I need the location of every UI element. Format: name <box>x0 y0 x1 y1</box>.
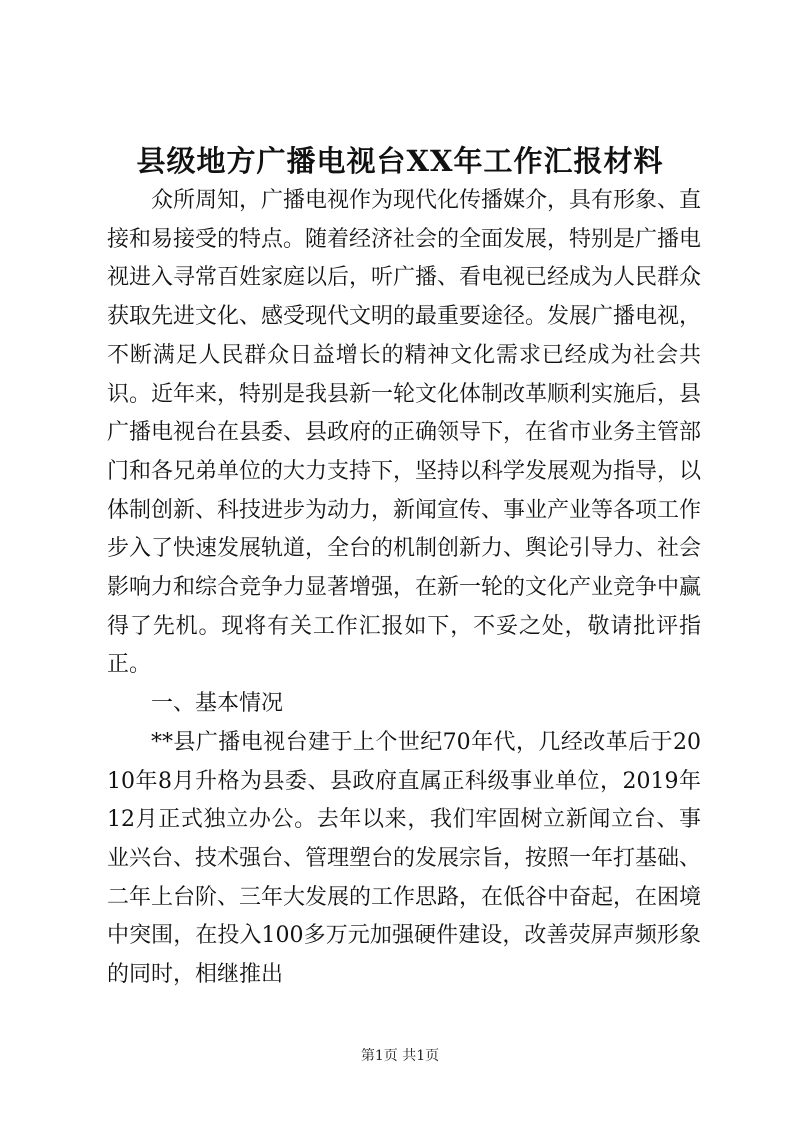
section-heading-basic-situation: 一、基本情况 <box>151 691 284 717</box>
basic-situation-paragraph: **县广播电视台建于上个世纪70年代，几经改革后于2010年8月升格为县委、县政府直属正科级事业单位，2019年12月正式独立办公。去年以来，我们牢固树立新闻立台、事业兴台、技术强台、管理塑台的发展宗旨，按照一年打基础、二年上台阶、三年大发展的工作思路，在低谷中奋起，在困境中突围，在投入100多万元加强硬件建设，改善荧屏声频形象的同时，相继推出 <box>107 729 702 988</box>
document-title: 县级地方广播电视台XX年工作汇报材料 <box>136 144 664 178</box>
document-body <box>107 182 701 995</box>
page-footer: 第1页 共1页 <box>360 1048 440 1064</box>
intro-paragraph: 众所周知，广播电视作为现代化传播媒介，具有形象、直接和易接受的特点。随着经济社会的全面发展，特别是广播电视进入寻常百姓家庭以后，听广播、看电视已经成为人民群众获取先进文化、感受现代文明的最重要途径。发展广播电视，不断满足人民群众日益增长的精神文化需求已经成为社会共识。近年来，特别是我县新一轮文化体制改革顺利实施后，县广播电视台在县委、县政府的正确领导下，在省市业务主管部门和各兄弟单位的大力支持下，坚持以科学发展观为指导，以体制创新、科技进步为动力，新闻宣传、事业产业等各项工作步入了快速发展轨道，全台的机制创新力、舆论引导力、社会影响力和综合竞争力显著增强，在新一轮的文化产业竞争中赢得了先机。现将有关工作汇报如下，不妥之处，敬请批评指正。 <box>107 188 702 678</box>
